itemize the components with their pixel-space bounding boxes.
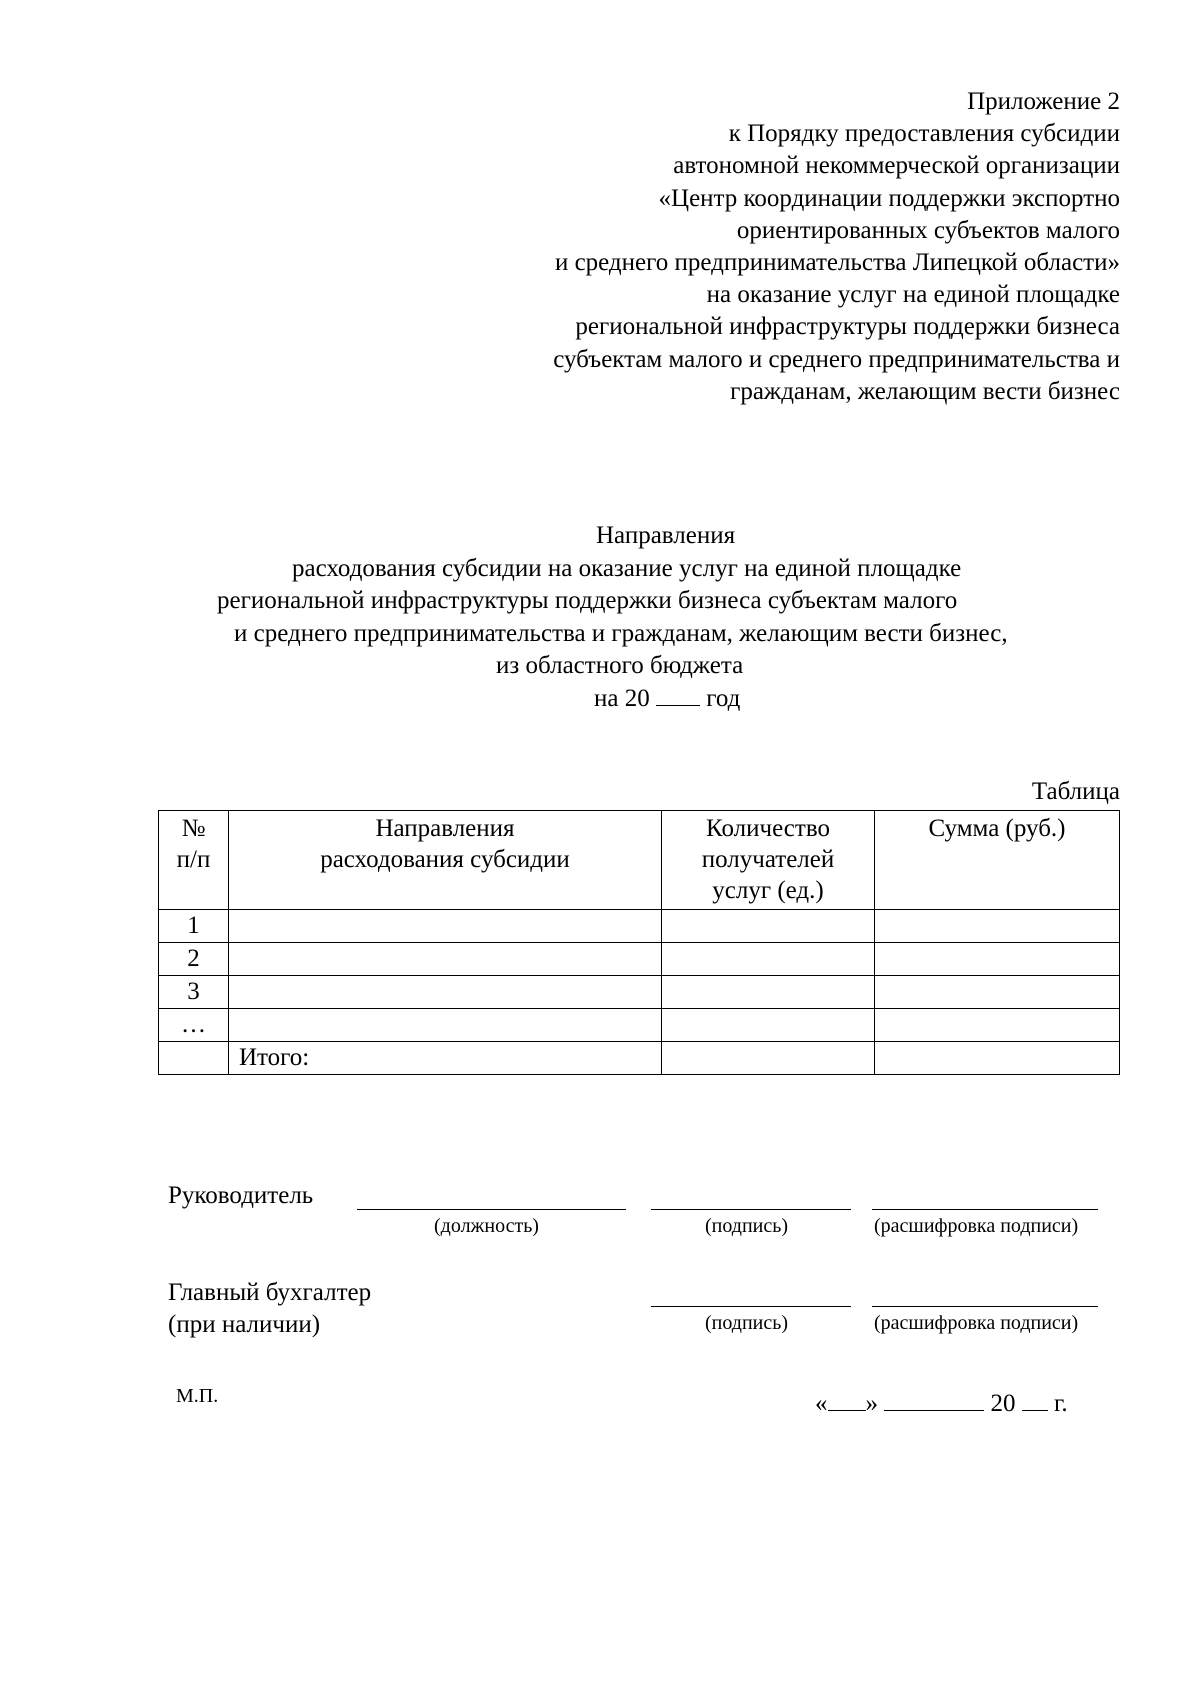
cell-number: …: [159, 1009, 229, 1042]
cell-direction: [229, 1009, 662, 1042]
appendix-line: и среднего предпринимательства Липецкой области»: [554, 249, 1120, 277]
table-row: [159, 910, 1120, 943]
appendix-line: субъектам малого и среднего предпринимательства и: [553, 345, 1120, 373]
header-direction-line: Направления: [375, 815, 515, 842]
date-year-suffix: г.: [1054, 1390, 1068, 1417]
header-quantity: [662, 811, 875, 910]
header-number-line: №: [181, 815, 206, 842]
header-quantity-line: Количество: [706, 815, 830, 842]
cell-direction: [229, 976, 662, 1009]
position-hint: (должность): [434, 1215, 539, 1237]
header-sum: [875, 811, 1120, 910]
accountant-decoding-hint: (расшифровка подписи): [874, 1312, 1079, 1334]
year-suffix-blank: [1022, 1388, 1048, 1411]
date-close-quote: »: [865, 1390, 878, 1417]
appendix-line: к Порядку предоставления субсидии: [728, 120, 1120, 148]
cell-quantity: [662, 910, 875, 943]
accountant-note: (при наличии): [168, 1311, 321, 1338]
head-label: Руководитель: [168, 1182, 314, 1209]
appendix-header: [420, 86, 1120, 408]
table-header-row: [159, 811, 1120, 910]
accountant-decoding-line: [872, 1306, 1098, 1307]
date-year-prefix: 20: [990, 1390, 1016, 1417]
day-blank: [828, 1388, 866, 1411]
cell-sum: [875, 943, 1120, 976]
cell-number: 2: [159, 943, 229, 976]
title-line: и среднего предпринимательства и гражданам, желающим вести бизнес,: [234, 619, 1008, 647]
cell-number: [159, 1042, 229, 1075]
decoding-hint: (расшифровка подписи): [874, 1215, 1079, 1237]
title-year-suffix: год: [706, 684, 741, 712]
cell-sum: [875, 910, 1120, 943]
header-direction: [229, 811, 662, 910]
header-number-line: п/п: [176, 846, 211, 873]
signature-hint: (подпись): [705, 1215, 789, 1237]
accountant-signature-hint: (подпись): [705, 1312, 789, 1334]
month-blank: [884, 1388, 984, 1411]
stamp-place: М.П.: [176, 1385, 219, 1407]
cell-number: 1: [159, 910, 229, 943]
table-caption: Таблица: [1031, 778, 1120, 805]
table-row: [159, 976, 1120, 1009]
title-line: из областного бюджета: [496, 652, 744, 679]
date-open-quote: «: [815, 1390, 828, 1417]
table-row: [159, 943, 1120, 976]
cell-quantity: [662, 976, 875, 1009]
date-line: [815, 1388, 1068, 1418]
table-total-row: [159, 1042, 1120, 1075]
accountant-signature-line: [651, 1306, 851, 1307]
appendix-line: «Центр координации поддержки экспортно: [658, 184, 1120, 212]
header-sum-line: Сумма (руб.): [928, 815, 1066, 842]
appendix-line: гражданам, желающим вести бизнес: [730, 377, 1120, 405]
header-quantity-line: получателей: [701, 846, 835, 873]
cell-direction: [229, 943, 662, 976]
appendix-line: на оказание услуг на единой площадке: [706, 281, 1120, 309]
cell-total-label: Итого:: [229, 1042, 662, 1075]
appendix-line: региональной инфраструктуры поддержки бизнеса: [575, 313, 1120, 341]
position-line: [357, 1209, 626, 1210]
cell-sum: [875, 1009, 1120, 1042]
appendix-line: ориентированных субъектов малого: [736, 216, 1120, 244]
header-quantity-line: услуг (ед.): [712, 877, 824, 904]
expenditure-table: [158, 810, 1120, 1075]
title-year-prefix: на 20: [594, 684, 650, 712]
title-line: Направления: [596, 522, 736, 549]
appendix-line: Приложение 2: [967, 88, 1120, 115]
cell-number: 3: [159, 976, 229, 1009]
title-line: расходования субсидии на оказание услуг на единой площадке: [292, 554, 962, 582]
table-row: [159, 1009, 1120, 1042]
title-line: региональной инфраструктуры поддержки бизнеса субъектам малого: [217, 587, 958, 614]
accountant-label: Главный бухгалтер: [168, 1279, 372, 1306]
cell-quantity: [662, 943, 875, 976]
cell-sum: [875, 976, 1120, 1009]
cell-sum: [875, 1042, 1120, 1075]
header-number: [159, 811, 229, 910]
cell-quantity: [662, 1042, 875, 1075]
cell-direction: [229, 910, 662, 943]
decoding-line: [872, 1209, 1098, 1210]
signature-line: [651, 1209, 851, 1210]
title-year-line: [594, 683, 740, 716]
cell-quantity: [662, 1009, 875, 1042]
year-blank: [656, 683, 700, 706]
appendix-line: автономной некоммерческой организации: [673, 152, 1120, 180]
header-direction-line: расходования субсидии: [320, 846, 570, 873]
